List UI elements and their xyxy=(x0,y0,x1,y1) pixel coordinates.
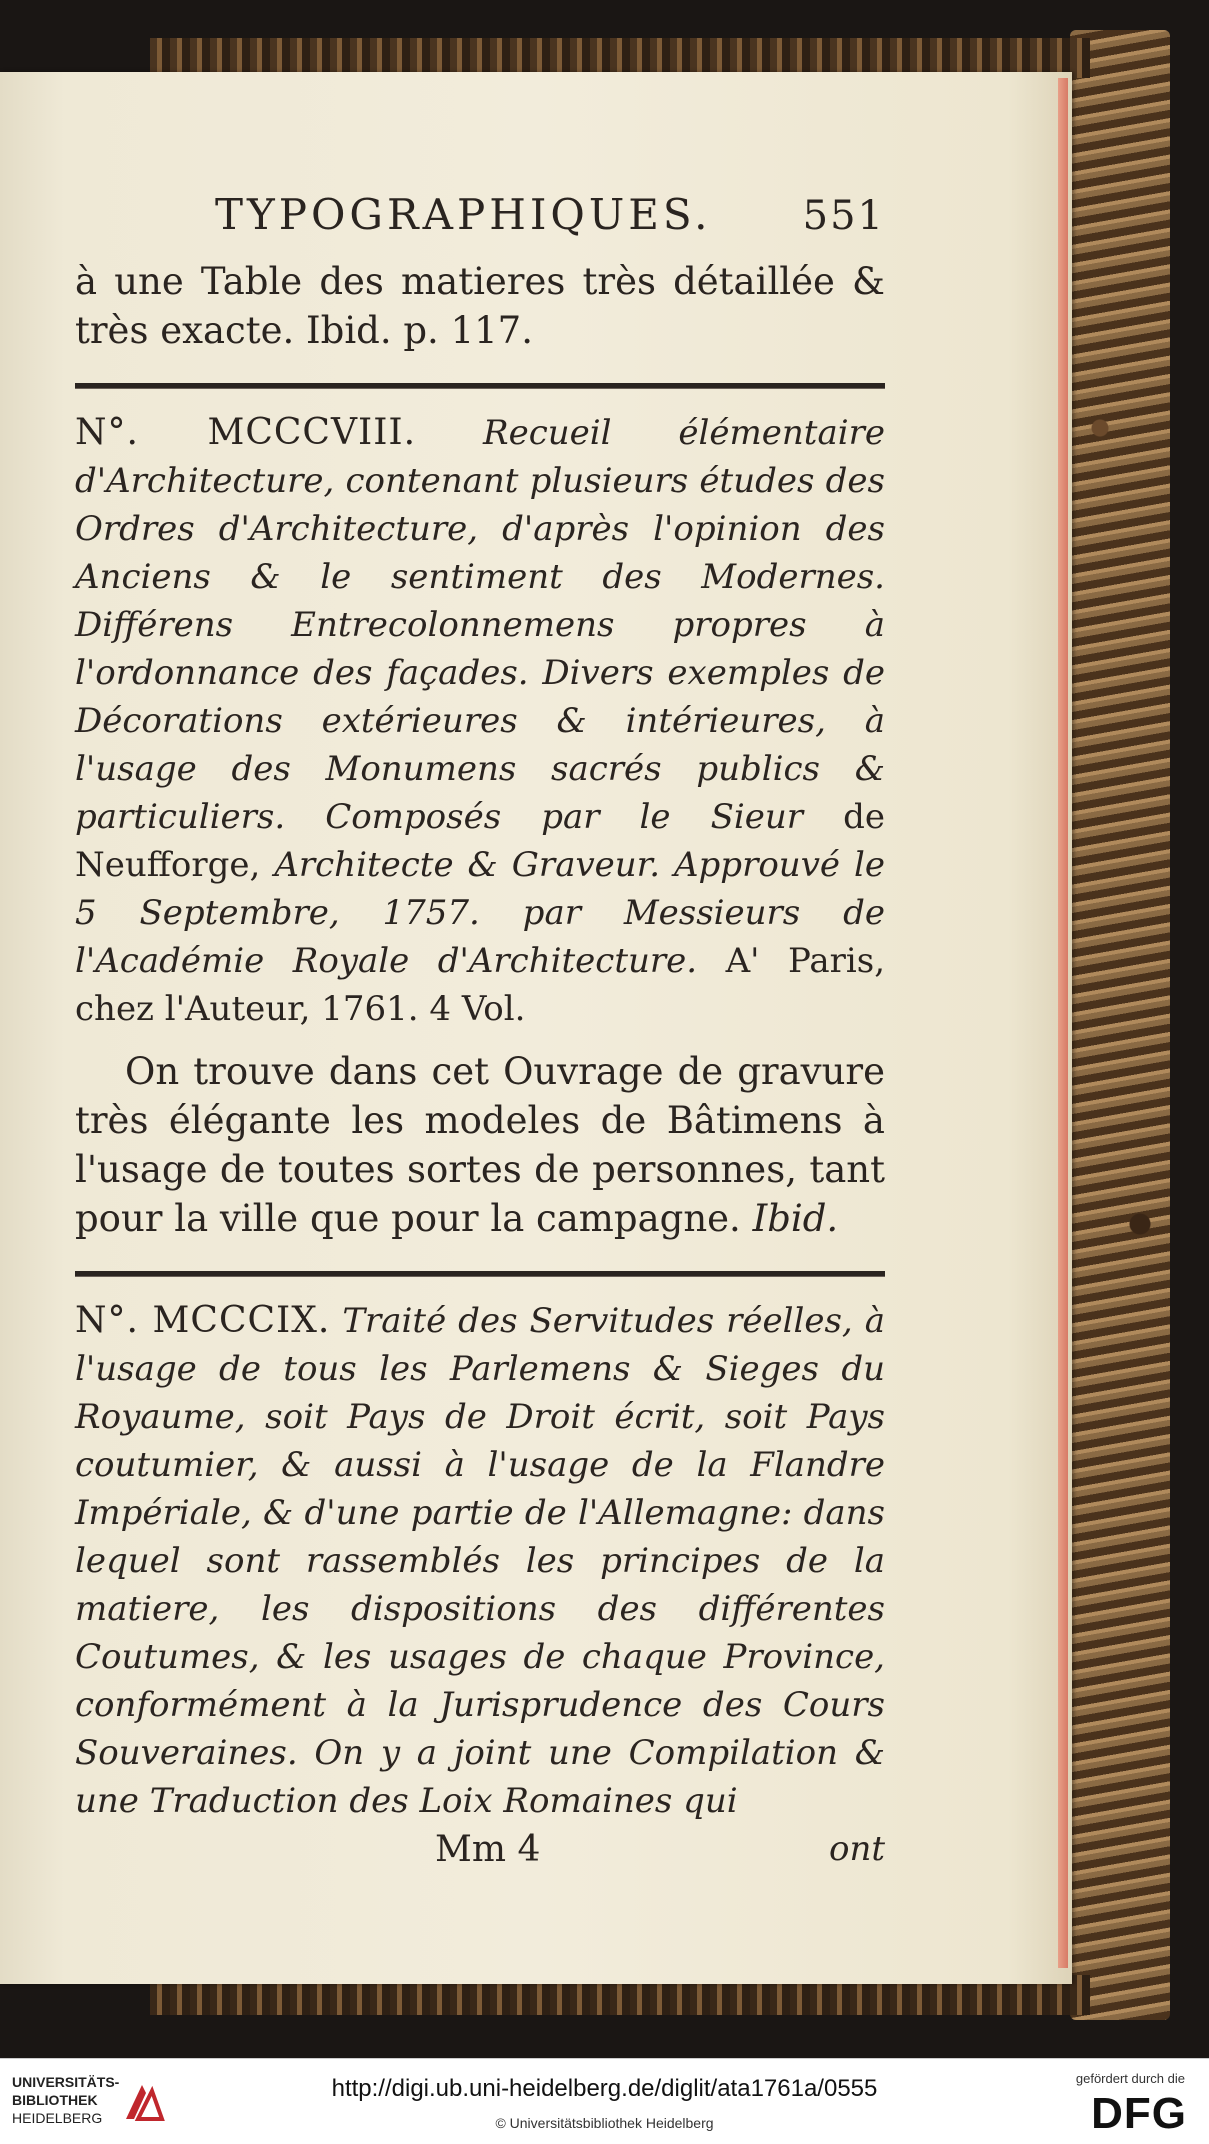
red-page-edge xyxy=(1058,78,1068,1968)
entry-author: de Neufforge, xyxy=(75,797,885,885)
section-divider-2 xyxy=(75,1271,885,1277)
entry-number: N°. MCCCVIII. xyxy=(75,412,417,453)
signature-mark: Mm 4 xyxy=(435,1829,541,1870)
catchword: ont xyxy=(828,1829,885,1869)
entry-title-2: Traité des Servitudes réelles, à l'usage de tous les Parlemens & Sieges du Royaume, soit Pays de Droit écrit, soit Pays coutumier, & aussi à l'usage de la Flandre Impériale, & d'une partie de l'Allemagne: dans lequel sont rassemblés les principes de la matiere, les dispositions des différentes Coutumes, & les usages de chaque Province, conformément à la Jurisprudence des Cours Souveraines. On y a joint une Compilation & une Traduction des Loix Romaines qui xyxy=(75,1301,885,1821)
entry-note-ibid: Ibid. xyxy=(752,1197,839,1240)
library-line-1: UNIVERSITÄTS- xyxy=(12,2074,120,2090)
running-header xyxy=(215,190,885,239)
marbled-binding-edge xyxy=(1070,30,1170,2020)
library-line-3: HEIDELBERG xyxy=(12,2110,103,2126)
entry-author-details: Architecte & Graveur. Approuvé le 5 Septembre, 1757. par Messieurs de l'Académie Royale d'Architecture. xyxy=(75,845,885,981)
page-content xyxy=(75,190,885,1870)
section-divider xyxy=(75,383,885,389)
digitization-banner xyxy=(0,2058,1209,2144)
entry-imprint: A' Paris, chez l'Auteur, 1761. 4 Vol. xyxy=(75,941,886,1029)
page-number: 551 xyxy=(802,193,885,239)
entry-1309 xyxy=(75,1297,885,1825)
entry-number-2: N°. MCCCIX. xyxy=(75,1300,331,1341)
running-title: TYPOGRAPHIQUES. xyxy=(215,190,712,239)
copyright-text: © Universitätsbibliothek Heidelberg xyxy=(495,2115,714,2131)
library-line-2: BIBLIOTHEK xyxy=(12,2092,98,2108)
source-url[interactable]: http://digi.ub.uni-heidelberg.de/diglit/ata1761a/0555 xyxy=(331,2075,878,2102)
page-footer xyxy=(75,1829,885,1870)
funding-note: gefördert durch die xyxy=(1075,2071,1185,2086)
entry-1308 xyxy=(75,409,885,1033)
entry-note xyxy=(75,1047,885,1243)
entry-title: Recueil élémentaire d'Architecture, contenant plusieurs études des Ordres d'Architecture, d'après l'opinion des Anciens & le sentiment des Modernes. Différens Entrecolonnemens propres à l'ordonnance des façades. Divers exemples de Décorations extérieures & intérieures, à l'usage des Monumens sacrés publics & particuliers. Composés par le Sieur xyxy=(75,413,885,837)
dfg-logo: DFG xyxy=(1091,2089,1187,2138)
entry-note-text: On trouve dans cet Ouvrage de gravure très élégante les modeles de Bâtimens à l'usage de toutes sortes de personnes, tant pour la ville que pour la campagne. xyxy=(75,1050,885,1240)
continuation-text: à une Table des matieres très détaillée & très exacte. Ibid. p. 117. xyxy=(75,260,885,352)
